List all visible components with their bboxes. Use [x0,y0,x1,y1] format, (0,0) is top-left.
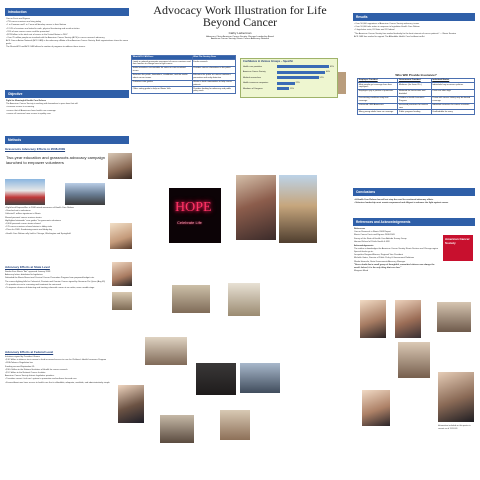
federal-line: Funding secured September 09: [5,365,35,368]
table-cell: Holds lawmakers accountable for votes on cancer-related issues [132,67,193,74]
supporters-photo [236,175,276,240]
state-line: • To provide access to screening and treatment for uninsured [5,283,61,286]
table-cell: Medicaid for low-income and disabled [398,90,431,97]
table-row [132,80,236,87]
people-photo-right [338,72,346,94]
confidence-value: 65% [330,65,335,68]
objective-line: Fight for Meaningful Health Care Reform [6,100,46,102]
references-header: References and Acknowledgements [353,218,475,226]
affiliation-2: American Cancer Society, Illinois Cancer Advocacy Network [210,37,270,40]
survivor-photo-2 [395,300,421,338]
official-photo [118,385,144,423]
table-cell: Public program funding [398,110,431,114]
intro-line: • 759 cancer survivors are living today [6,21,42,24]
title-block [150,4,330,40]
table-row [132,73,236,80]
table-cell: Educates the public on cancer treatment, prevention and early detection [192,73,235,80]
child-photo [110,223,132,249]
ack-item: The author acknowledges the American Cancer Society Illinois Division and Chicago region [354,247,438,250]
group-photo-small [112,292,132,310]
insurance-header: Individual Market [431,79,474,83]
table-header: What ACS CAN Does [132,56,193,60]
quote: "Never doubt that a small group of thoughtful, committed citizens can change the world. Indeed, it is the only thing that ever has." [354,264,435,269]
state-line: Advocacy letters distributed to legislators [5,274,43,277]
ack-item: Michelle Gates, Director of Public Policy & Government Relations [354,257,415,260]
event-photo [220,410,250,440]
podium-photo [160,415,194,443]
table-cell: Costs are often high [431,90,474,97]
insurance-title: Who Will Provide Insurance? [395,73,437,77]
survivor-photo-6 [438,372,474,422]
rally-crowd-photo [65,183,105,205]
confidence-value: 52% [319,76,324,79]
results-line: • Over 10,000 take action in response to legislative Health Care Reform [354,26,420,29]
intro-line: • 1 in 8 women and 1 in 2 men will develop cancer in their lifetime [6,24,67,27]
table-cell: Pre-existing conditions may limit coverage [358,96,398,103]
methods-bullets [5,207,113,236]
intro-line: • 55% of new cancer cases could be prevented [6,30,50,33]
authors: Cathy Lieberman [228,31,252,35]
survivor-photo-5 [362,390,390,426]
table-cell: Medicare (for those 65+) [398,83,431,90]
acs-logo-text: American Cancer Society [445,237,470,245]
poster-caption: Information included on this poster is current as of 11.18.09 [438,425,471,430]
table-row [132,60,236,67]
confidence-title: Confidence in Various Groups – Specific [243,60,294,63]
objective-header: Objective [5,90,129,98]
confidence-label: Members of Congress [243,87,263,90]
methods-line: • Fight back Express-Bus in 2008 raised awareness of Health Care Reform [5,207,74,209]
references-title: References [354,228,366,230]
acs-logo [443,235,473,261]
confidence-value: 22% [295,82,300,85]
methods-line: • 125 cancer survivors shared stories in lobby visits [5,226,53,229]
table-cell: Provides funding for advocacy and public policy work [192,87,235,94]
table-row [358,96,475,103]
table-cell: Unaffordable for many [431,110,474,114]
table-row [132,67,236,74]
table-cell: Most people get coverage from their employers [358,83,398,90]
methods-large-text: Two-year education and grassroots advocacy campaign launched to empower volunteers [6,155,105,165]
table-cell: Many young adults have no coverage [358,110,398,114]
table-cell: Employers pay a portion of premiums [358,90,398,97]
state-line: Defended the Illinois Breast and Cervical Cancer Prevention Program from proposed budget cuts [5,277,95,280]
conclusions-header: Conclusions [353,188,475,196]
volunteer-photo [108,153,132,179]
confidence-bar [277,76,319,79]
intro-line: • $219 billion is the total cost of cancer in the United States in 2007 [6,34,68,37]
objective-line: • increase access to screening [6,106,35,109]
table-row [358,103,475,110]
conclusions-section [353,188,475,208]
poster-title: Advocacy Work Illustration for Life Beyond Cancer [153,3,327,29]
survivor-photo-4 [398,342,430,378]
table-row [358,90,475,97]
results-section [353,13,475,41]
confidence-bar [277,87,289,90]
federal-line: • Transition current 'sick care' system to preventive and wellness focused care [5,378,77,381]
state-line: The cancer-fighting bills for Colorectal, Prostate and Ovarian Cancer signed by Governor Pat Quinn (Aug 09) [5,280,106,283]
ack-item: Rhoda Hermelin, State Government Advocacy Manager [354,260,406,263]
state-level-section [5,265,115,290]
confidence-bar [277,65,329,68]
insurance-header: Employer Provided [358,79,398,83]
table-cell: Works in local communities to help cancer patients [192,80,235,87]
survivor-photo-1 [360,300,386,338]
hope-neon-text: HOPE [175,200,212,215]
federal-line: Initiatives signed by President Obama [5,356,40,358]
methods-line: Collected 1 million signatures in Illinois [5,213,41,216]
neon-subtext: Celebrate Life [177,220,202,225]
bus-rally-photo [5,179,45,205]
objective-line: • ensure that all Americans have health care coverage [6,109,56,112]
confidence-label: Health care providers [243,65,263,68]
woman-speaking-photo [112,262,132,286]
table-row [132,87,236,94]
hope-neon-photo [169,188,221,243]
table-cell: Offers voting guide to help on Illinois' bills [132,87,193,94]
ack-item: Jacqueline Burgaud-Barnes, Regional Vice President [354,254,403,257]
introduction-section [5,8,129,52]
table-row [358,110,475,114]
state-subheading: Advocacy Efforts at State Level [5,265,50,269]
results-line: • Over 50,000 supporters of American Cancer Society advocacy issues [354,23,420,25]
methods-line: • Plans for 2009: Fundraising events and lobby day [5,229,52,232]
methods-subheading: Grassroots Advocacy Efforts in 2008-2009 [5,147,66,151]
group-photo-2 [145,337,187,365]
group-photo-3 [240,363,280,393]
meeting-photo-1 [172,285,210,313]
table-cell: Publishes vote guides [132,80,193,87]
table-cell: Educates the public, lawmakers, candidates, and the media about cancer issues [132,73,193,80]
acs-table [131,55,236,94]
reference-item: Harvard School of Public Health & KFF [354,240,390,243]
federal-level-section [5,350,115,385]
results-line: • 5 legislative visits, 81 State and 11 Federal [354,29,395,32]
confidence-bar [277,71,325,74]
dark-photo [196,363,236,395]
intro-line: • Over 25 million people are involved with the American Cancer Society (ACS) in cancer research advocacy [6,37,105,40]
affiliation-1: Advocacy Chair, American Cancer Society Chicago Leadership Board [206,35,274,38]
insurance-header: Government Provided [398,79,431,83]
table-row [358,83,475,90]
confidence-rows [241,64,337,92]
table-cell: Children's Health Insurance Program [398,96,431,103]
intro-line: ACS Cancer Action Network (ACS CAN) is the advocacy affiliate of the American Cancer Society. Both organizations share the same goals. [6,40,129,46]
table-cell: Those with cancer history may be denied coverage [431,96,474,103]
capitol-photo [228,283,260,316]
federal-line: • $10.4 billion to the National Institutes of Health for cancer research [5,368,68,371]
confidence-value: 15% [290,87,295,90]
federal-line: • Ensure Americans have access to health care that is affordable, adequate, available, and administratively simple [5,381,110,384]
confidence-label: Medical researchers [243,76,262,79]
federal-line: American Cancer Society historic legislative priorities: [5,375,55,378]
table-cell: Funds research [192,60,235,67]
table-cell: Individuals buy insurance policies [431,83,474,90]
methods-line: • Reached out to volunteers [5,210,31,213]
federal-line: • $1.2 billion to the National Cancer Institute [5,372,46,375]
intro-line: Cancer Facts and Figures [6,18,30,20]
state-line: • To improve chances of detecting and treating colorectal cancer at an earlier, more curable stage [5,287,95,290]
table-cell: Uninsured: 46M Americans [358,103,398,110]
conclusion-line: • A Health Care Reform law will not stop the need for continued advocacy efforts [354,199,434,201]
conclusion-line: • Volunteer leadership must remain empowered and diligent to advance the fight against cancer [354,202,449,205]
intro-line: • 12.4% of survivors are limited in work, physical functioning and social activities [6,27,80,30]
confidence-value: 60% [326,71,331,74]
insurance-table [357,73,475,115]
federal-line: • FDA Tobacco Regulation law [5,362,33,365]
reference-item: Cancer Research in Illinois 2008 Report [354,231,391,234]
objective-line: The American Cancer Society is working with lawmakers to pass laws that will: [6,103,79,106]
introduction-header: Introduction [5,8,129,16]
methods-line: Shared personal cancer survivor stories [5,216,42,219]
ack-item: Special thanks go to: [354,250,374,253]
confidence-label: Health insurance companies [243,82,269,85]
confidence-row [243,86,335,92]
acknowledgements-title: Acknowledgements [354,244,374,247]
intro-line: The Illinois ACS and ACS CAN offered a number of programs to address these issues. [6,46,86,49]
confidence-chart [240,58,338,98]
methods-line: • Health Care Reform rally held in Chicago, Washington and Springfield [5,232,71,235]
table-cell: Increased premiums for seniors care [398,103,431,110]
federal-subheading: Advocacy Efforts at Federal Level [5,350,54,354]
objective-section [5,90,129,118]
methods-header: Methods [5,136,129,144]
reference-item: Survey of the State of Health Care Attitude Survey Group [354,237,407,240]
quote-author: Margaret Mead [354,270,369,273]
state-line: Smoke-Free Illinois "Act" approved January 2008 [5,271,51,273]
table-header: What The Society Does [192,56,235,60]
methods-line: Highlighted statewide "care guides" for grassroots volunteers [5,219,61,222]
table-cell: Individual insurance for cancer survivors [431,103,474,110]
results-header: Results [353,13,475,21]
results-line: ACS CAN has worked to support The Affordable Health Care for America Act [354,35,425,38]
federal-line: • $ 42 billion in tobacco tax increase to fund increased access to care for Children's Health Insurance Program [5,359,107,362]
objective-line: • assure all survivors have access to quality care [6,112,51,115]
walk-photo [279,175,317,243]
confidence-bar [277,82,295,85]
table-cell: Leads a national grassroots movement of cancer survivors and their families to change laws to fight cancer [132,60,191,66]
confidence-label: American Cancer Society [243,71,266,74]
results-line: "The American Cancer Society has worked tirelessly for the best interests of cancer patients" — Illinois Senator [354,32,457,35]
table-cell: Provides cancer information to the public [192,67,235,74]
survivor-photo-3 [437,302,471,332]
methods-line: • 8,400 personal cancer stories shared [5,223,41,226]
reference-item: Illinois Cancer Facts and Figures 2008-2009 [354,234,395,237]
